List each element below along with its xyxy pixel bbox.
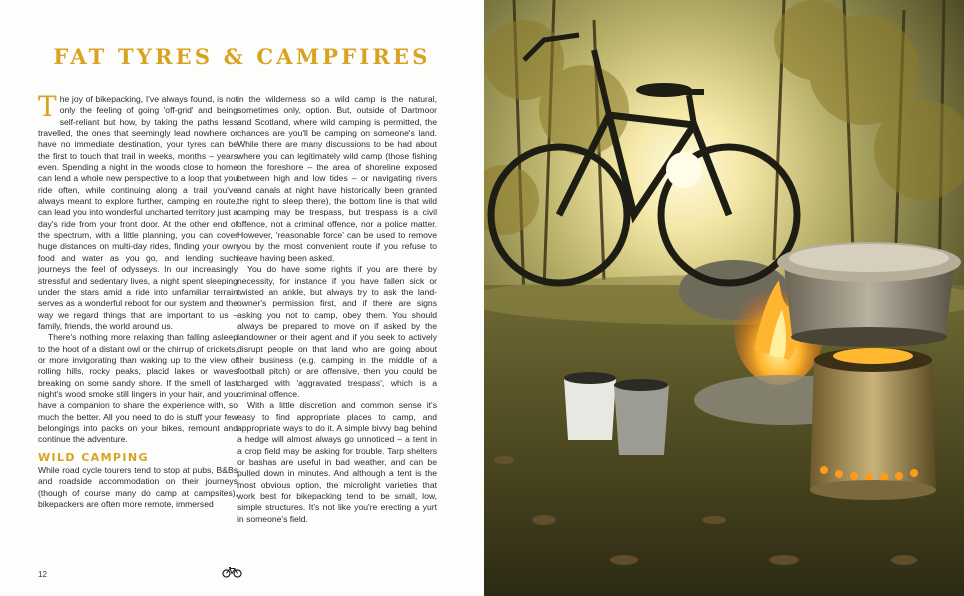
- section-heading: WILD CAMPING: [38, 450, 149, 464]
- campfire-scene-illustration: [484, 0, 964, 596]
- text-column-1: [38, 90, 238, 510]
- drop-cap: T: [38, 90, 57, 123]
- page-title: FAT TYRES & CAMPFIRES: [53, 44, 431, 69]
- paragraph-text: he joy of bikepacking, I've always found, is not only the feeling of going 'off-grid' and being self-reliant but how, by taking the paths less travelled, the ones that seemingly lead nowhere or have no immediate destination, your tyres can be the first to touch that trail in weeks, months – years even. Spending a night in the woods close to home can lend a whole new perspective to a loop that you ride often, while continuing along a trail you've always meant to explore further, camping en route, can lead you into wonderful uncharted territory just a day's ride from your front door. At the other end of the spectrum, with a little planning, you can cover huge distances on multi-day rides, finding your own food and water as you go, and lending such journeys the feel of odysseys. In our increasingly stressful and sedentary lives, a night spent sleeping under the stars amid a ride into unfamiliar terrain serves as a wonderful reboot for our system and the way we regard things that are important to us – family, friends, the world around us.: [38, 94, 238, 331]
- text-column-2: [237, 94, 437, 525]
- paragraph: There's nothing more relaxing than falling asleep to the hoot of a distant owl or the chirrup of crickets, or more invigorating than waking up to the view of rolling hills, rocky peaks, placid lakes or waves breaking on some sandy shore. If the smell of last night's wood smoke still lingers in your hair, and you have a companion to share the experience with, so much the better. All you need to do is stuff your few belongings into packs on your bikes, remount and continue the adventure.: [38, 332, 238, 445]
- paragraph: While road cycle tourers tend to stop at pubs, B&Bs and roadside accommodation on their journeys (though of course many do camp at campsites), bikepackers are often more remote, immersed: [38, 465, 238, 510]
- opening-paragraph: [38, 90, 238, 332]
- bicycle-icon: [222, 566, 242, 578]
- page-number: 12: [38, 570, 47, 579]
- campsite-photo: [484, 0, 964, 596]
- paragraph: You do have some rights if you are there by necessity, for instance if you have fallen sick or twisted an ankle, but always try to ask the land-owner's permission first, and if there are signs asking you not to camp, obey them. You should always be prepared to move on if asked by the landowner or their agent and if you seek to actively disrupt people on that land who are going about their business (e.g. camping in the middle of a football pitch) or are offensive, then you could be charged with 'aggravated trespass', which is a criminal offence.: [237, 264, 437, 399]
- paragraph: With a little discretion and common sense it's easy to find appropriate places to camp, and appropriate ways to do it. A simple bivvy bag behind a hedge will almost always go unnoticed – a tent in a crop field may be asking for trouble. Tarp shelters or bashas are useful in bad weather, and can be pulled down in minutes. And although a tent is the most obvious option, the microlight varieties that work best for bikepacking tend to be small, low, simple structures. It's not like you're erecting a yurt in someone's field.: [237, 400, 437, 524]
- paragraph: in the wilderness so a wild camp is the natural, sometimes only, option. But, outside of Dartmoor and Scotland, where wild camping is permitted, the chances are you'll be camping on someone's land. While there are many discussions to be had about where you can legitimately wild camp (those fishing on the foreshore – the area of shoreline exposed between high and low tides – or navigating rivers and canals at night have historically been granted the right to sleep there), the bottom line is that wild camping may be trespass, but trespass is a civil offence, not a criminal offence, nor a police matter. However, 'reasonable force' can be used to remove you by the most convenient route if you refuse to leave having been asked.: [237, 94, 437, 263]
